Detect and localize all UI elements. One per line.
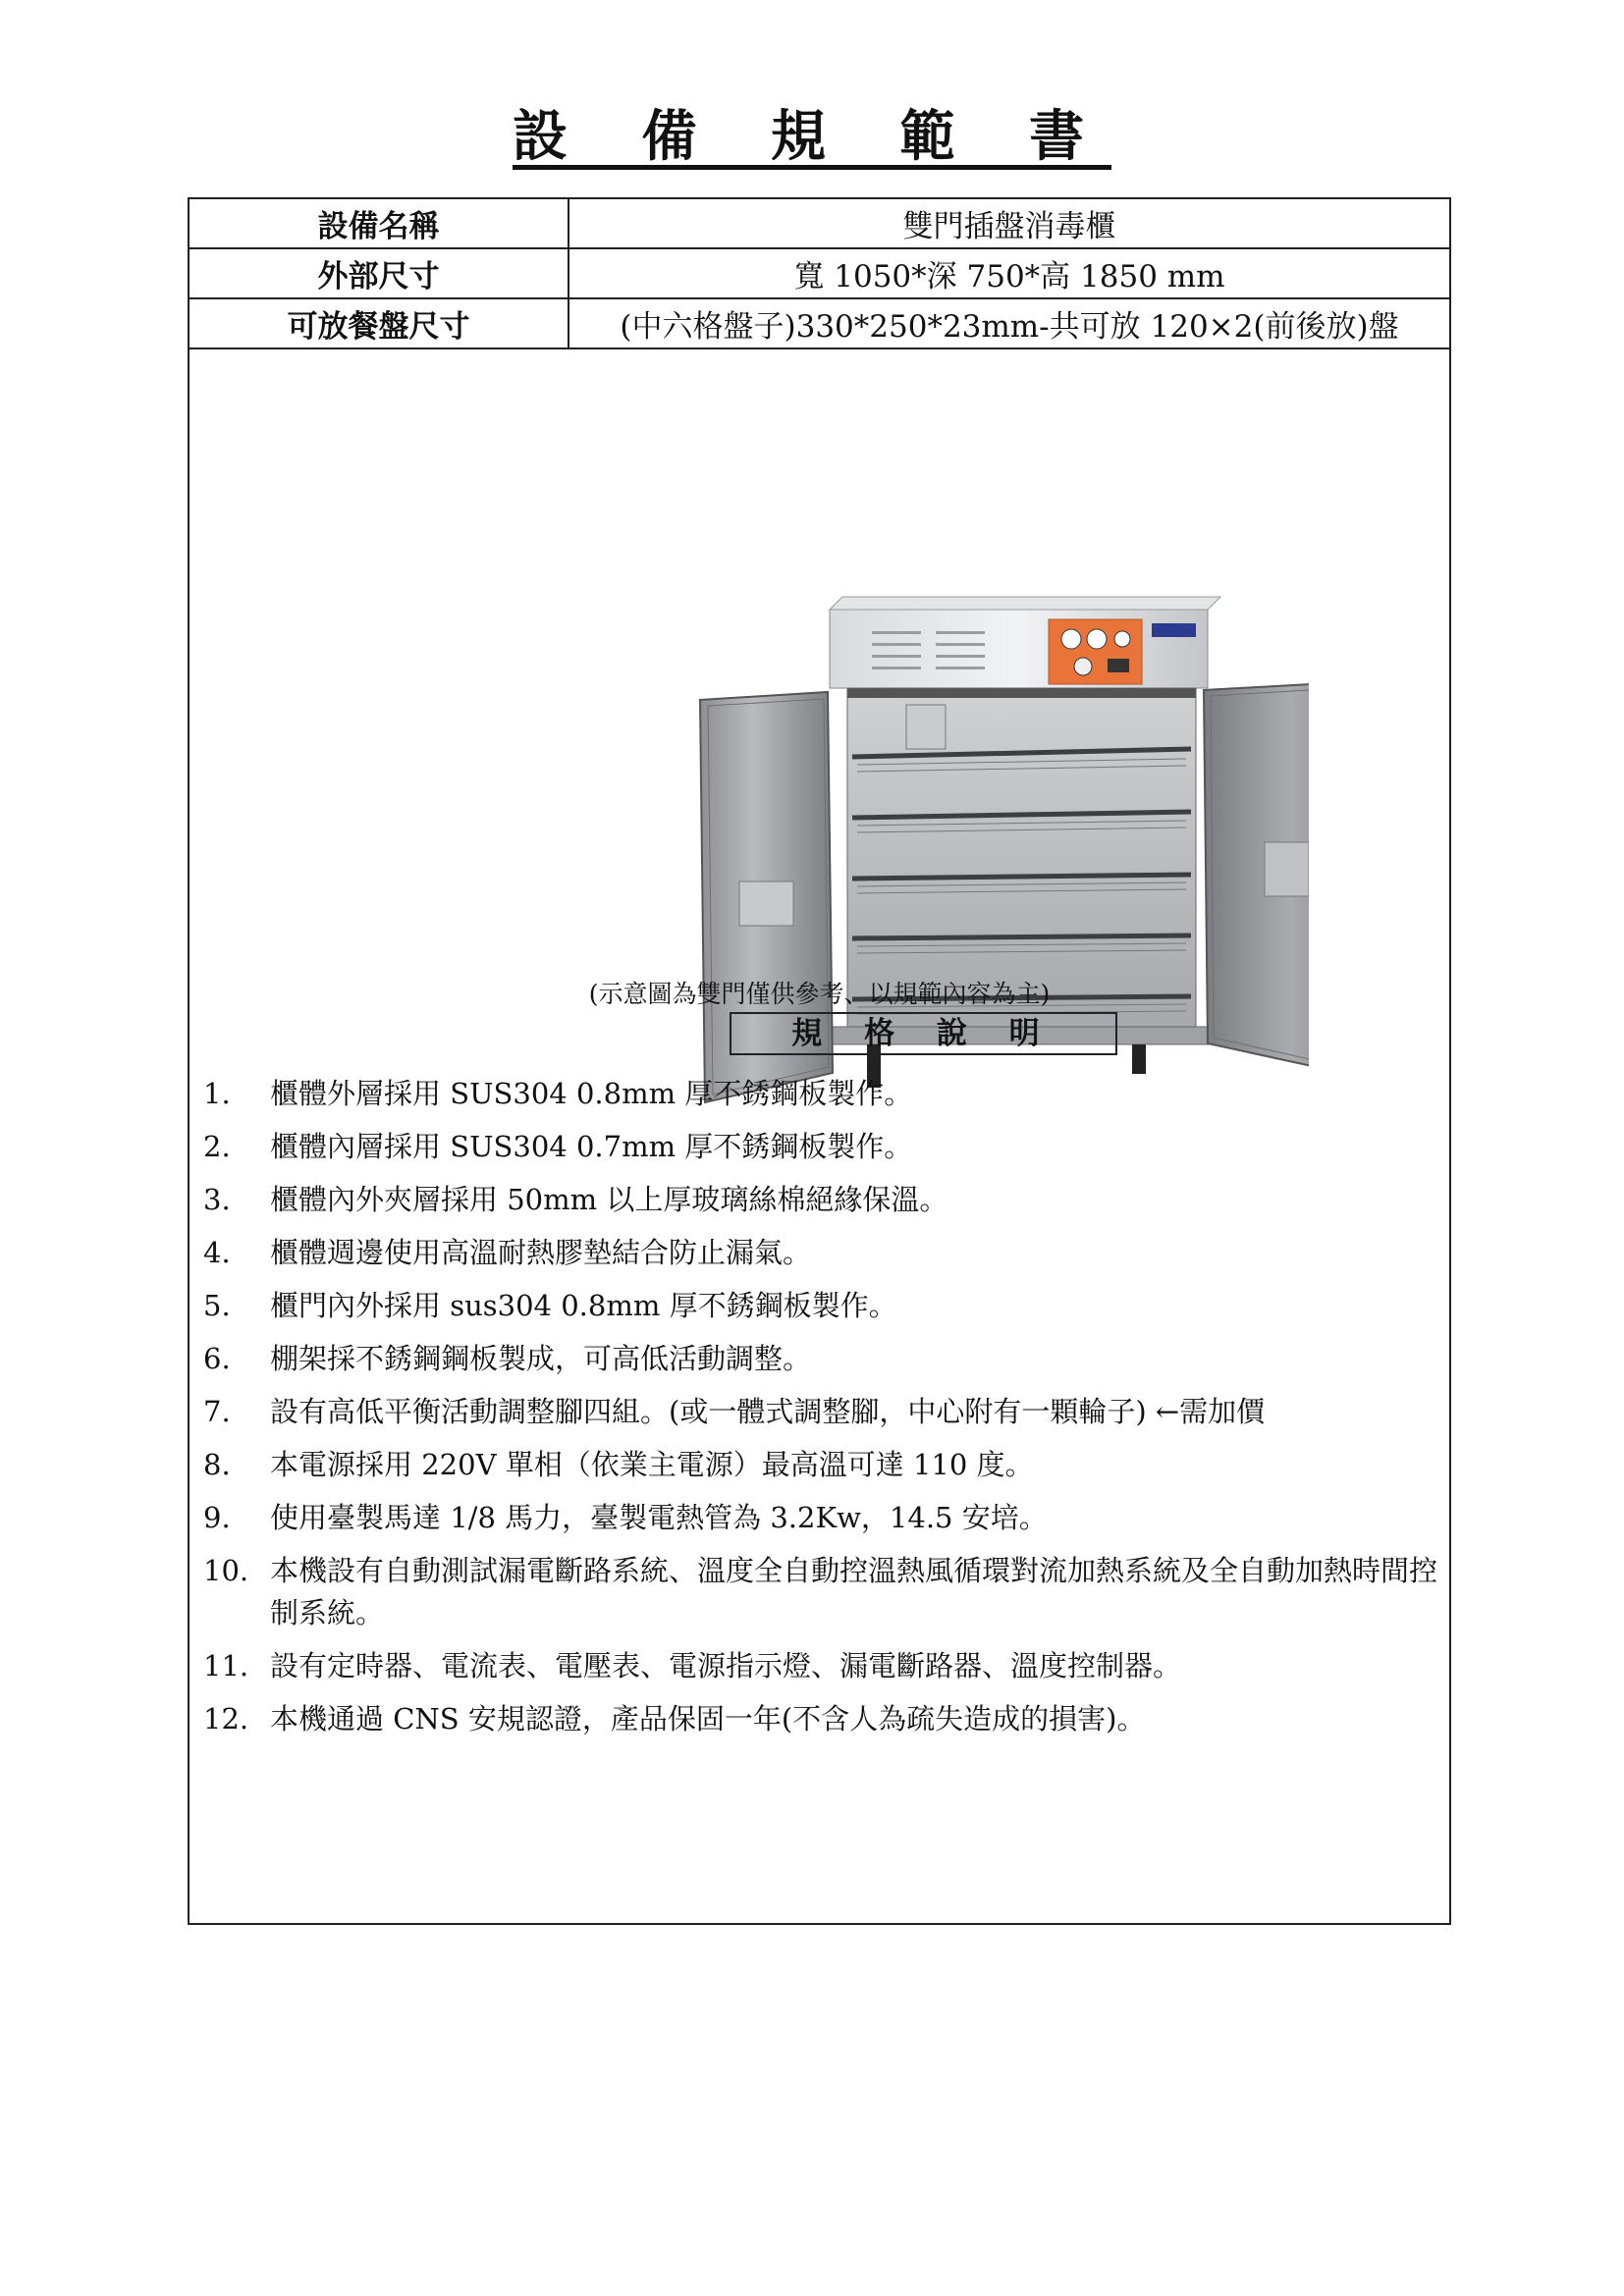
table-row bbox=[189, 199, 1449, 248]
item-number: 2. bbox=[203, 1130, 231, 1163]
list-item bbox=[203, 1232, 1440, 1274]
item-number: 12. bbox=[203, 1702, 249, 1735]
item-number: 11. bbox=[203, 1649, 249, 1682]
item-number: 6. bbox=[203, 1342, 231, 1375]
section-heading: 規 格 說 明 bbox=[730, 1012, 1117, 1055]
item-text: 設有定時器、電流表、電壓表、電源指示燈、漏電斷路器、溫度控制器。 bbox=[270, 1649, 1182, 1682]
document-title: 設 備 規 範 書 bbox=[513, 105, 1111, 169]
list-item bbox=[203, 1179, 1440, 1221]
list-item bbox=[203, 1444, 1440, 1486]
item-text: 棚架採不銹鋼鋼板製成，可高低活動調整。 bbox=[270, 1342, 812, 1375]
item-text: 本機通過 CNS 安規認證，產品保固一年(不含人為疏失造成的損害)。 bbox=[270, 1702, 1146, 1735]
spec-frame bbox=[188, 197, 1451, 1925]
table-row bbox=[189, 248, 1449, 298]
row-label: 外部尺寸 bbox=[189, 248, 568, 298]
list-item bbox=[203, 1497, 1440, 1539]
row-label: 設備名稱 bbox=[189, 199, 568, 248]
item-text: 使用臺製馬達 1/8 馬力，臺製電熱管為 3.2Kw，14.5 安培。 bbox=[270, 1501, 1048, 1534]
item-number: 8. bbox=[203, 1448, 231, 1481]
list-item bbox=[203, 1645, 1440, 1687]
item-number: 1. bbox=[203, 1077, 231, 1110]
table-row bbox=[189, 298, 1449, 348]
row-label: 可放餐盤尺寸 bbox=[189, 298, 568, 348]
item-number: 3. bbox=[203, 1183, 231, 1216]
list-item bbox=[203, 1391, 1440, 1433]
list-item bbox=[203, 1126, 1440, 1168]
row-value: 雙門插盤消毒櫃 bbox=[568, 199, 1449, 248]
item-number: 10. bbox=[203, 1554, 249, 1587]
row-value: (中六格盤子)330*250*23mm-共可放 120×2(前後放)盤 bbox=[568, 298, 1449, 348]
list-item bbox=[203, 1073, 1440, 1115]
item-number: 5. bbox=[203, 1289, 231, 1322]
item-text: 設有高低平衡活動調整腳四組。(或一體式調整腳，中心附有一顆輪子) ←需加價 bbox=[270, 1395, 1266, 1428]
item-text: 本電源採用 220V 單相（依業主電源）最高溫可達 110 度。 bbox=[270, 1448, 1034, 1481]
list-item bbox=[203, 1698, 1440, 1740]
item-text: 本機設有自動測試漏電斷路系統、溫度全自動控溫熱風循環對流加熱系統及全自動加熱時間控制系統。 bbox=[270, 1554, 1438, 1629]
list-item bbox=[203, 1338, 1440, 1380]
item-text: 櫃體外層採用 SUS304 0.8mm 厚不銹鋼板製作。 bbox=[270, 1077, 913, 1110]
image-caption: (示意圖為雙門僅供參考、以規範內容為主) bbox=[588, 980, 1051, 1008]
item-text: 櫃體內層採用 SUS304 0.7mm 厚不銹鋼板製作。 bbox=[270, 1130, 913, 1163]
item-text: 櫃門內外採用 sus304 0.8mm 厚不銹鋼板製作。 bbox=[270, 1289, 897, 1322]
spec-table bbox=[189, 199, 1449, 349]
spec-list bbox=[203, 1073, 1440, 1751]
item-number: 9. bbox=[203, 1501, 231, 1534]
item-text: 櫃體內外夾層採用 50mm 以上厚玻璃絲棉絕緣保溫。 bbox=[270, 1183, 948, 1216]
item-number: 4. bbox=[203, 1236, 231, 1269]
item-number: 7. bbox=[203, 1395, 231, 1428]
list-item bbox=[203, 1285, 1440, 1327]
list-item bbox=[203, 1550, 1440, 1634]
item-text: 櫃體週邊使用高溫耐熱膠墊結合防止漏氣。 bbox=[270, 1236, 812, 1269]
row-value: 寬 1050*深 750*高 1850 mm bbox=[568, 248, 1449, 298]
